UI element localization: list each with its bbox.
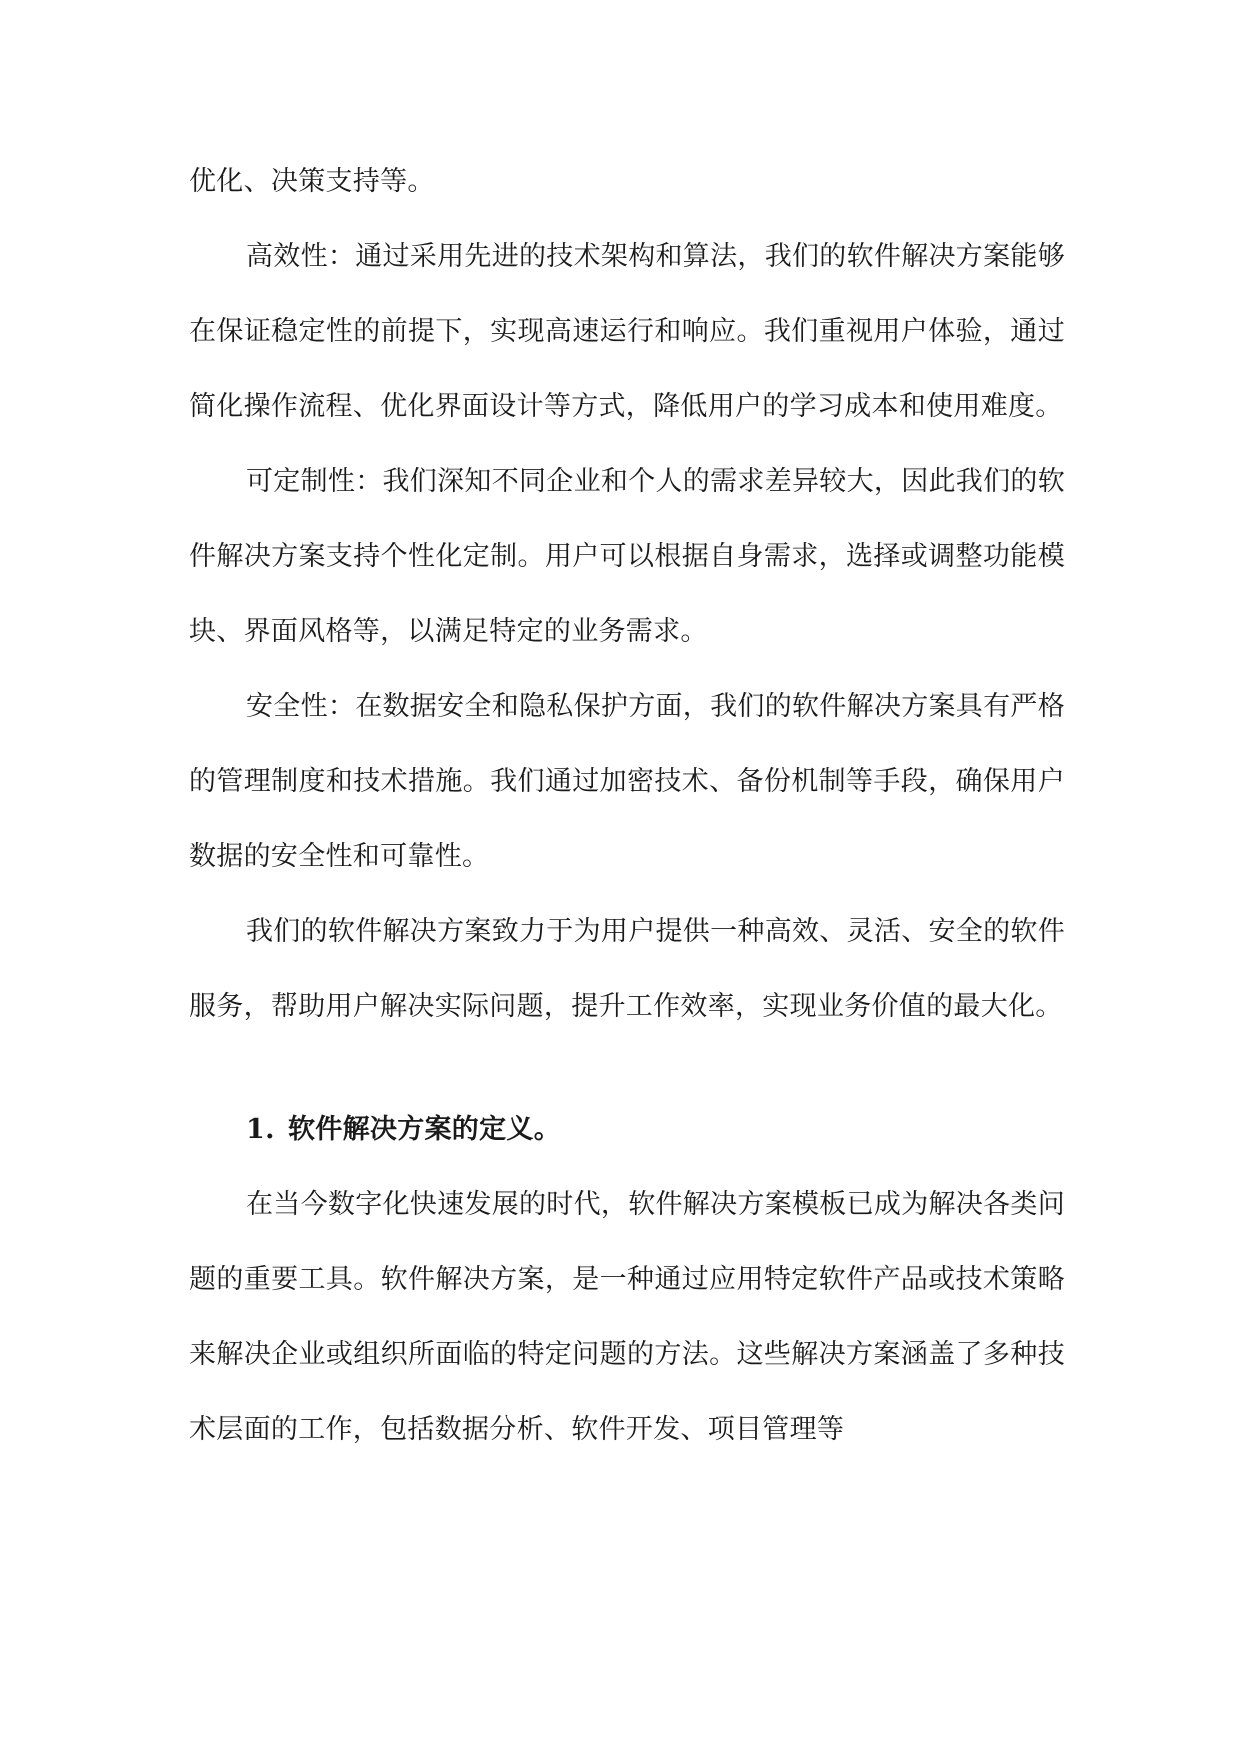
section-heading: [189, 1092, 1065, 1167]
section-heading-number: 1.: [246, 1114, 275, 1145]
paragraph-summary: 我们的软件解决方案致力于为用户提供一种高效、灵活、安全的软件服务，帮助用户解决实际问题，提升工作效率，实现业务价值的最大化。: [189, 916, 1065, 1022]
paragraph-definition: 在当今数字化快速发展的时代，软件解决方案模板已成为解决各类问题的重要工具。软件解决方案，是一种通过应用特定软件产品或技术策略来解决企业或组织所面临的特定问题的方法。这些解决方案涵盖了多种技术层面的工作，包括数据分析、软件开发、项目管理等: [189, 1189, 1065, 1445]
document-body: [189, 144, 1065, 1467]
paragraph-efficiency: 高效性：通过采用先进的技术架构和算法，我们的软件解决方案能够在保证稳定性的前提下，实现高速运行和响应。我们重视用户体验，通过简化操作流程、优化界面设计等方式，降低用户的学习成本和使用难度。: [189, 241, 1065, 422]
paragraph-customizability: 可定制性：我们深知不同企业和个人的需求差异较大，因此我们的软件解决方案支持个性化定制。用户可以根据自身需求，选择或调整功能模块、界面风格等，以满足特定的业务需求。: [189, 466, 1065, 647]
paragraph-continuation: 优化、决策支持等。: [189, 166, 435, 197]
section-heading-text: 软件解决方案的定义。: [288, 1114, 561, 1145]
paragraph-security: 安全性：在数据安全和隐私保护方面，我们的软件解决方案具有严格的管理制度和技术措施。我们通过加密技术、备份机制等手段，确保用户数据的安全性和可靠性。: [189, 691, 1065, 872]
